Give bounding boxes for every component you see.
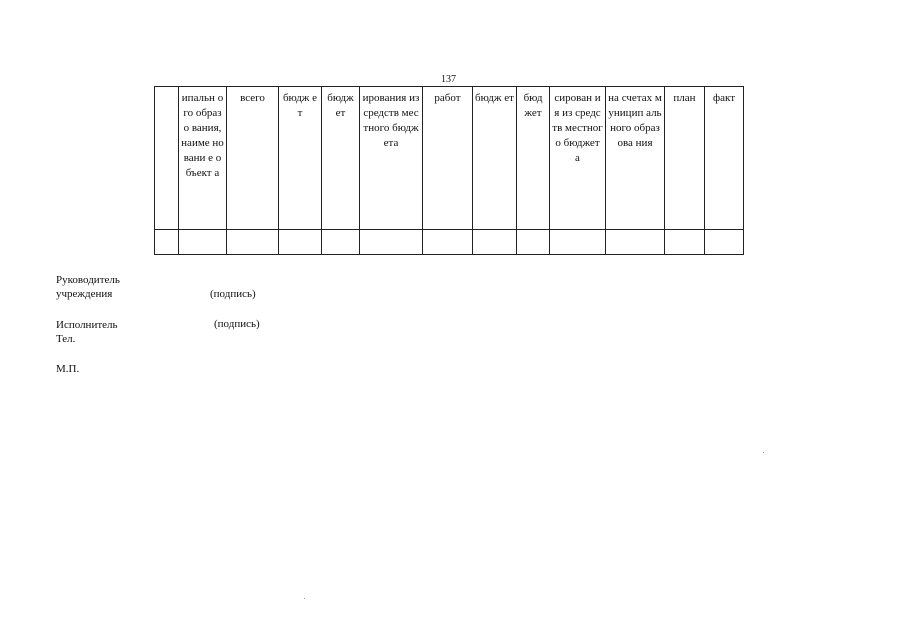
executor-label: Исполнитель — [56, 319, 118, 331]
table-cell — [155, 230, 179, 255]
header-cell: бюдж ет — [473, 87, 517, 230]
header-cell — [155, 87, 179, 230]
head-signature-label: (подпись) — [210, 288, 256, 300]
header-cell: на счетах муницип ального образова ния — [606, 87, 665, 230]
table-cell — [179, 230, 227, 255]
table-header-row — [155, 87, 744, 230]
executor-signature-label: (подпись) — [214, 318, 260, 330]
table-cell — [322, 230, 360, 255]
header-cell: сирован ия из средств местног о бюджет а — [550, 87, 606, 230]
table-row — [155, 230, 744, 255]
scan-speck — [304, 598, 305, 599]
header-cell: план — [665, 87, 705, 230]
header-cell: всего — [227, 87, 279, 230]
page-number: 137 — [441, 74, 456, 85]
table-cell — [423, 230, 473, 255]
report-table — [154, 86, 744, 255]
head-title-line2: учреждения — [56, 288, 113, 300]
table-cell — [550, 230, 606, 255]
table-cell — [665, 230, 705, 255]
header-cell: бюд жет — [517, 87, 550, 230]
header-cell: бюдж ет — [322, 87, 360, 230]
table-cell — [279, 230, 322, 255]
scan-speck — [763, 452, 764, 453]
header-cell: работ — [423, 87, 473, 230]
table-cell — [360, 230, 423, 255]
header-cell: бюдж ет — [279, 87, 322, 230]
stamp-label: М.П. — [56, 363, 80, 375]
header-cell: факт — [705, 87, 744, 230]
head-title-line1: Руководитель — [56, 274, 120, 286]
table-cell — [473, 230, 517, 255]
table-cell — [517, 230, 550, 255]
header-cell: ипальн ого образо вания, наиме новани е объект а — [179, 87, 227, 230]
phone-label: Тел. — [56, 333, 76, 345]
table-cell — [227, 230, 279, 255]
header-cell: ирования из средств местного бюджета — [360, 87, 423, 230]
table-cell — [705, 230, 744, 255]
table-cell — [606, 230, 665, 255]
